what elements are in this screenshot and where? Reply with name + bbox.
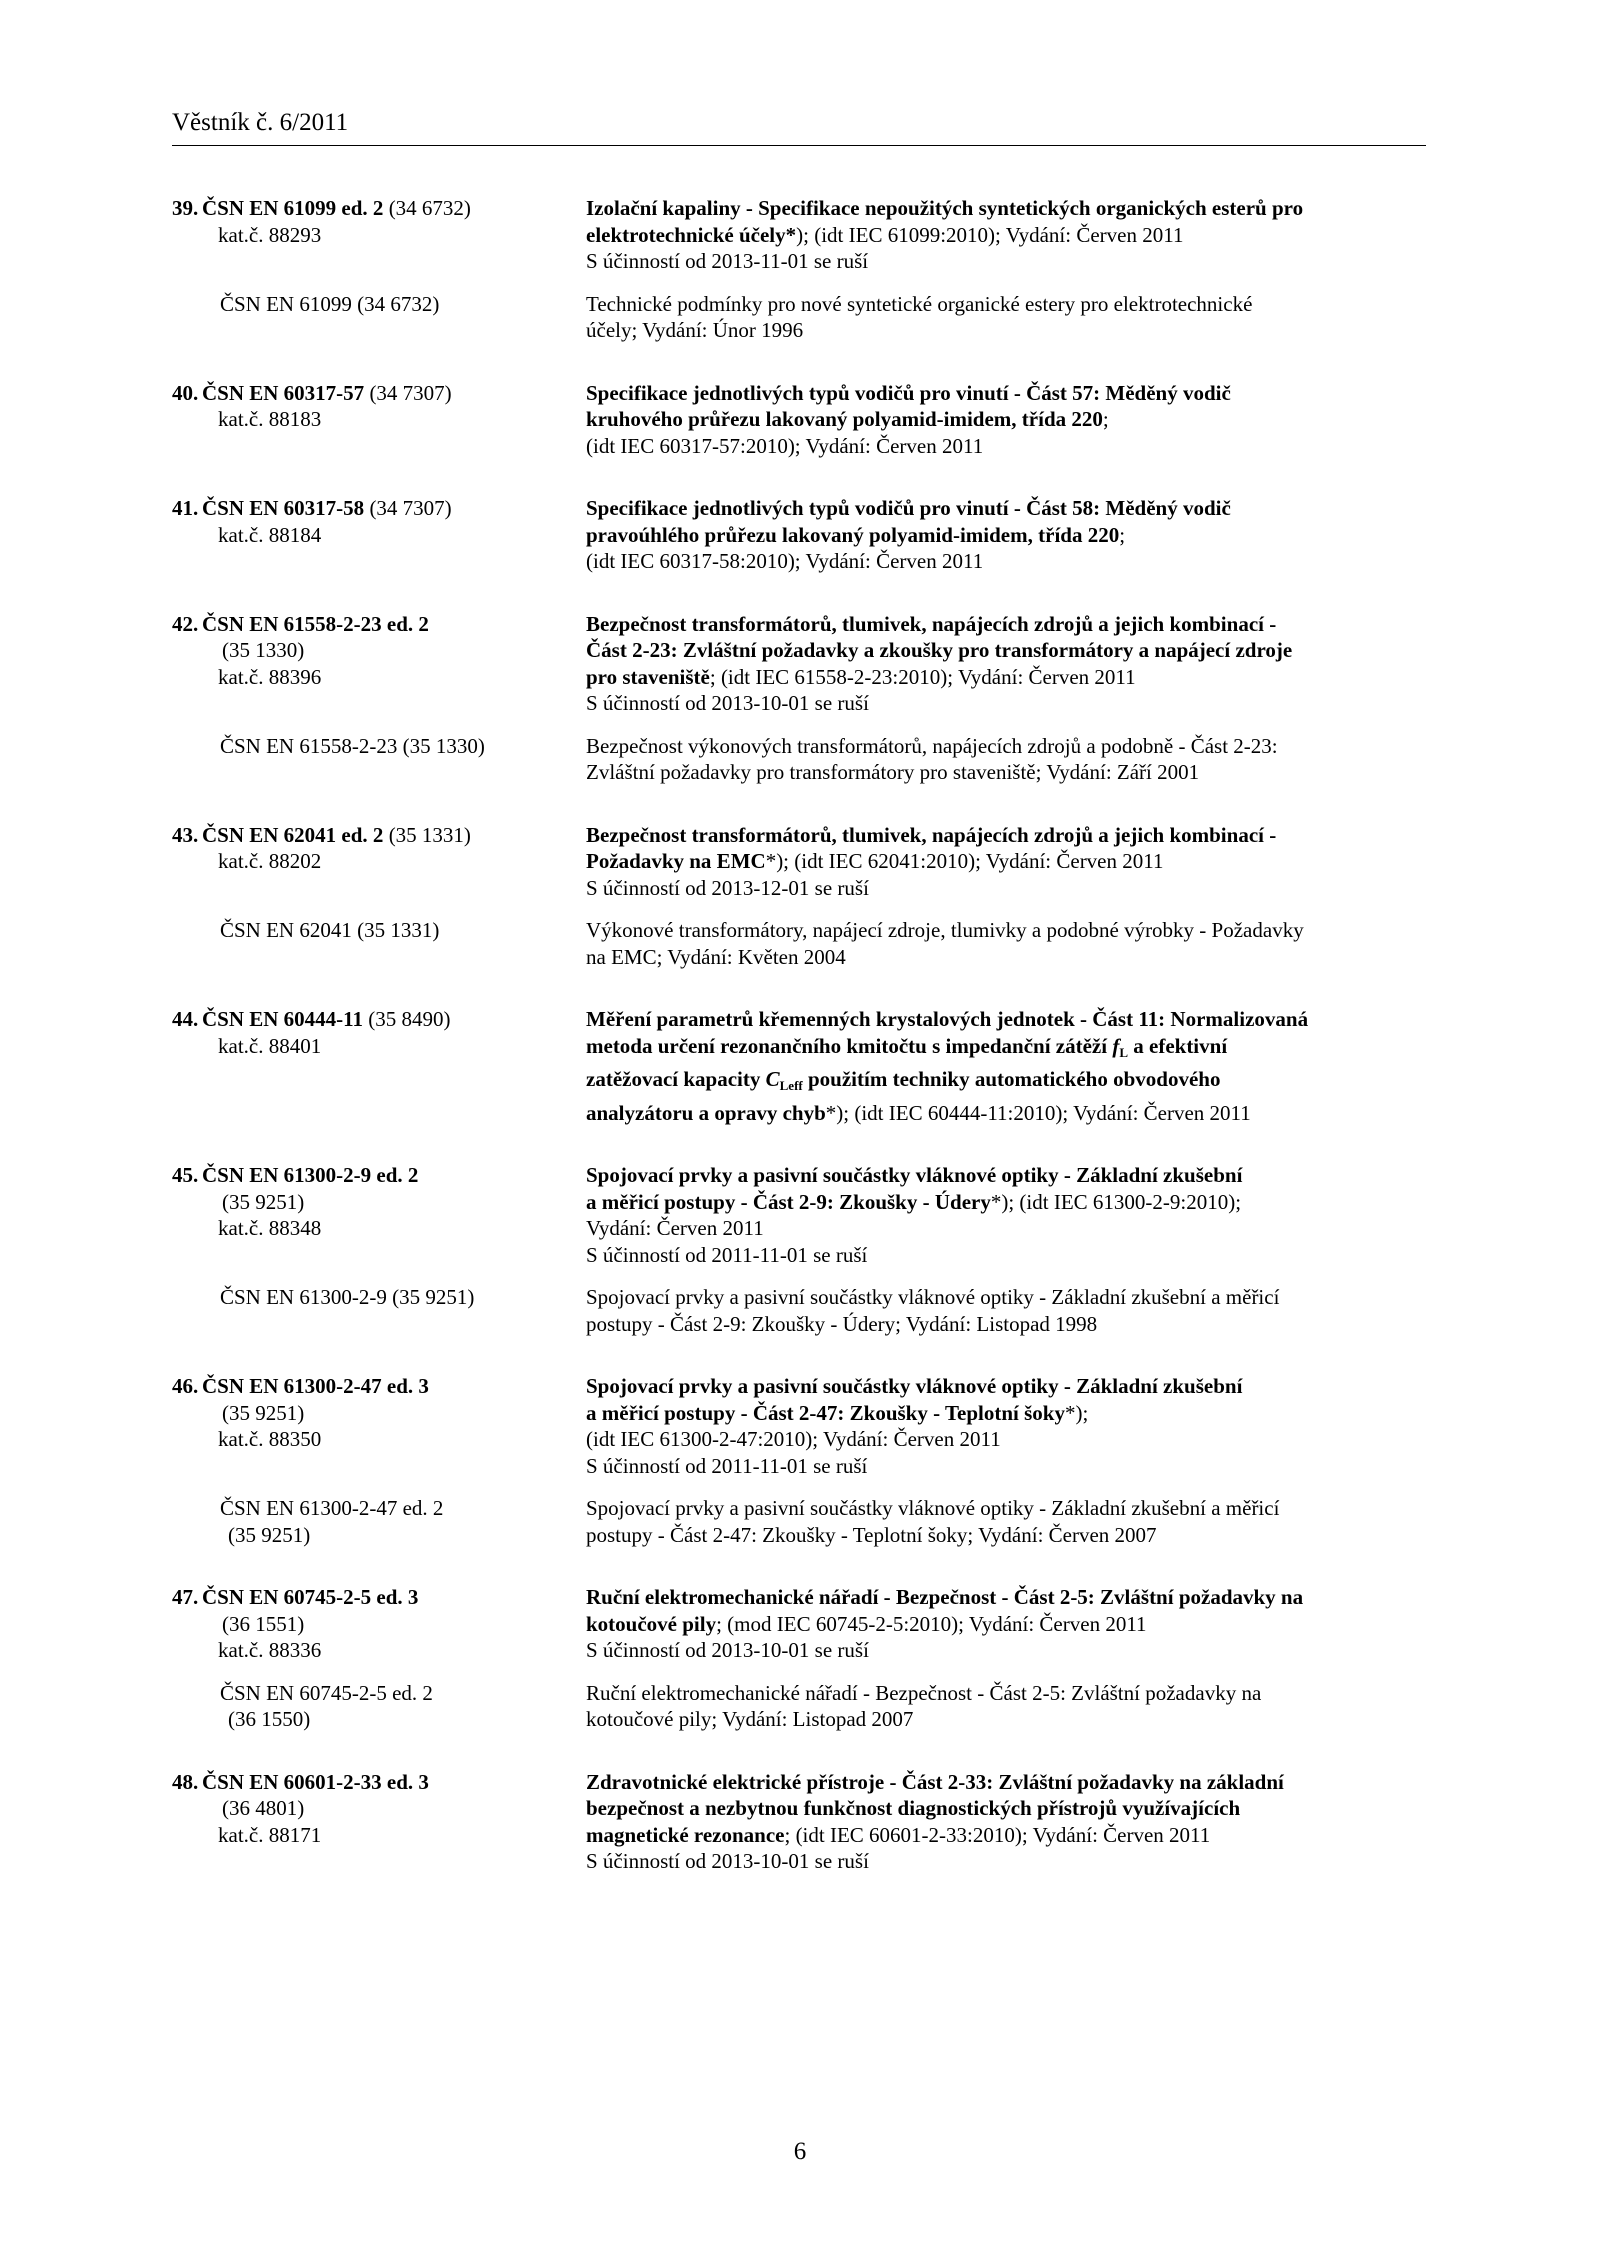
title-bold-text: Bezpečnost transformátorů, tlumivek, napájecích zdrojů a jejich kombinací - [586, 822, 1277, 847]
header-rule [172, 145, 1426, 146]
entry-code-column [172, 380, 586, 460]
entry-code-detail: kat.č. 88396 [218, 664, 322, 689]
title-normal-text: Vydání: Červen 2011 [586, 1216, 764, 1240]
title-bold-text: kruhového průřezu lakovaný polyamid-imidem, třída 220 [586, 407, 1103, 431]
withdrawal-notice: S účinností od 2013-11-01 se ruší [586, 249, 869, 273]
replaced-standard-title: postupy - Část 2-9: Zkoušky - Údery; Vydání: Listopad 1998 [586, 1311, 1098, 1336]
replaced-code-column [172, 733, 586, 786]
standard-code: ČSN EN 61300-2-47 ed. 3 [202, 1374, 429, 1398]
entry-main-row [172, 611, 1432, 717]
title-bold-text: Ruční elektromechanické nářadí - Bezpečnost - Část 2-5: Zvláštní požadavky na [586, 1585, 1304, 1609]
title-normal-text: ; [1119, 522, 1126, 547]
entry-main-row [172, 195, 1432, 275]
entry-code-column [172, 495, 586, 575]
page-header-title: Věstník č. 6/2011 [172, 109, 349, 136]
standard-entry [172, 1162, 1432, 1337]
math-symbol-f: f [1112, 1033, 1120, 1058]
title-bold-text: Izolační kapaliny - Specifikace nepoužitých syntetických organických esterů pro [586, 196, 1304, 220]
title-line [586, 548, 1432, 575]
title-line [586, 433, 1432, 460]
title-line [586, 495, 1432, 522]
math-subscript: Leff [779, 1078, 803, 1093]
title-line [586, 1611, 1432, 1638]
replaced-standard-code: ČSN EN 61558-2-23 (35 1330) [220, 733, 485, 758]
withdrawal-notice: S účinností od 2011-11-01 se ruší [586, 1453, 868, 1478]
entry-code-column [172, 1769, 586, 1875]
entry-title-column [586, 495, 1432, 575]
title-line [586, 222, 1432, 249]
entry-main-row [172, 380, 1432, 460]
entry-code-detail: kat.č. 88336 [218, 1638, 322, 1662]
standard-entry [172, 1584, 1432, 1733]
replaced-standard-title: Výkonové transformátory, napájecí zdroje, tlumivky a podobné výrobky - Požadavky [586, 918, 1304, 942]
title-line [586, 611, 1432, 638]
entry-main-row [172, 1584, 1432, 1664]
replaced-standard-code: ČSN EN 60745-2-5 ed. 2 [220, 1680, 433, 1705]
entry-title-column [586, 822, 1432, 902]
standard-code: ČSN EN 60444-11 [202, 1007, 364, 1031]
replaced-code-column [172, 291, 586, 344]
standard-code: ČSN EN 61300-2-9 ed. 2 [202, 1163, 419, 1187]
replaced-standard-row [172, 733, 1432, 786]
standard-entry [172, 495, 1432, 575]
replaced-title-column [586, 917, 1432, 970]
entry-code-detail: kat.č. 88348 [218, 1216, 322, 1240]
replaced-title-column [586, 1284, 1432, 1337]
entry-title-column [586, 1162, 1432, 1268]
standards-list [172, 195, 1432, 1911]
title-bold-text: Část 2-23: Zvláštní požadavky a zkoušky pro transformátory a napájecí zdroje [586, 638, 1293, 662]
entry-code-detail: kat.č. 88183 [218, 407, 322, 431]
title-bold-text: Bezpečnost transformátorů, tlumivek, napájecích zdrojů a jejich kombinací - [586, 611, 1277, 636]
title-bold-text: Požadavky na EMC [586, 849, 766, 873]
entry-number: 40. [172, 380, 199, 405]
title-line [586, 664, 1432, 691]
entry-number: 48. [172, 1769, 199, 1794]
entry-number: 47. [172, 1585, 199, 1609]
title-bold-text: elektrotechnické účely* [586, 222, 797, 247]
title-line [586, 1189, 1432, 1216]
standard-code: ČSN EN 61558-2-23 ed. 2 [202, 611, 429, 636]
entry-main-row [172, 1162, 1432, 1268]
standard-code: ČSN EN 60317-58 [202, 496, 365, 520]
title-line [586, 1584, 1432, 1611]
entry-code-detail: (35 1330) [222, 638, 305, 662]
replaced-standard-title: postupy - Část 2-47: Zkoušky - Teplotní šoky; Vydání: Červen 2007 [586, 1522, 1157, 1547]
replaced-standard-row [172, 291, 1432, 344]
title-bold-text: Specifikace jednotlivých typů vodičů pro vinutí - Část 58: Měděný vodič [586, 496, 1231, 520]
replaced-standard-code: ČSN EN 61300-2-9 (35 9251) [220, 1285, 475, 1309]
replaced-standard-title: Bezpečnost výkonových transformátorů, napájecích zdrojů a podobně - Část 2-23: [586, 733, 1278, 758]
standard-code: ČSN EN 60601-2-33 ed. 3 [202, 1769, 429, 1794]
standard-code: ČSN EN 61099 ed. 2 [202, 196, 384, 220]
title-line [586, 1100, 1432, 1127]
title-text: analyzátoru a opravy chyb [586, 1100, 826, 1125]
title-line [586, 1795, 1432, 1822]
entry-main-row [172, 1769, 1432, 1875]
title-normal-text: ; [1102, 407, 1109, 431]
replaced-title-column [586, 1495, 1432, 1548]
title-text: metoda určení rezonančního kmitočtu s impedanční zátěží [586, 1033, 1113, 1058]
title-normal-text: ; (mod IEC 60745-2-5:2010); Vydání: Červen 2011 [716, 1611, 1147, 1636]
withdrawal-notice: S účinností od 2011-11-01 se ruší [586, 1242, 868, 1267]
standard-code: ČSN EN 60317-57 [202, 380, 365, 405]
title-normal-text: (idt IEC 60317-57:2010); Vydání: Červen 2011 [586, 433, 984, 458]
entry-code-column [172, 1584, 586, 1664]
title-line [586, 1215, 1432, 1242]
replaced-code-column [172, 1284, 586, 1337]
title-bold-text: pravoúhlého průřezu lakovaný polyamid-imidem, třída 220 [586, 522, 1120, 547]
replaced-standard-code: ČSN EN 61300-2-47 ed. 2 [220, 1496, 444, 1520]
entry-code-detail: kat.č. 88401 [218, 1033, 322, 1058]
replaced-standard-title: Ruční elektromechanické nářadí - Bezpečnost - Část 2-5: Zvláštní požadavky na [586, 1680, 1262, 1705]
entry-number: 45. [172, 1163, 199, 1187]
withdrawal-notice: S účinností od 2013-12-01 se ruší [586, 875, 869, 900]
entry-code-detail: (35 9251) [222, 1400, 305, 1425]
entry-code-detail: kat.č. 88350 [218, 1427, 322, 1451]
entry-main-row [172, 1373, 1432, 1479]
title-bold-text: pro staveniště [586, 664, 710, 689]
title-bold-text: bezpečnost a nezbytnou funkčnost diagnostických přístrojů využívajících [586, 1796, 1241, 1820]
replaced-standard-title: kotoučové pily; Vydání: Listopad 2007 [586, 1707, 914, 1731]
withdrawal-notice: S účinností od 2013-10-01 se ruší [586, 691, 869, 715]
title-line [586, 522, 1432, 549]
title-line [586, 1400, 1432, 1427]
title-line [586, 822, 1432, 849]
title-bold-text: Zdravotnické elektrické přístroje - Část 2-33: Zvláštní požadavky na základní [586, 1769, 1284, 1794]
standard-entry [172, 822, 1432, 971]
entry-title-column [586, 611, 1432, 717]
standard-code: ČSN EN 62041 ed. 2 [202, 822, 384, 847]
replaced-standard-code: (35 9251) [228, 1522, 311, 1547]
entry-title-column [586, 1769, 1432, 1875]
standard-entry [172, 380, 1432, 460]
title-line: Měření parametrů křemenných krystalových jednotek - Část 11: Normalizovaná [586, 1007, 1309, 1031]
title-line [586, 1162, 1432, 1189]
title-bold-text: Spojovací prvky a pasivní součástky vláknové optiky - Základní zkušební [586, 1374, 1243, 1398]
title-bold-text: a měřicí postupy - Část 2-9: Zkoušky - Údery [586, 1189, 991, 1214]
entry-number: 39. [172, 196, 199, 220]
title-bold-text: Specifikace jednotlivých typů vodičů pro vinutí - Část 57: Měděný vodič [586, 380, 1231, 405]
title-bold-text: Spojovací prvky a pasivní součástky vláknové optiky - Základní zkušební [586, 1163, 1243, 1187]
entry-code-column [172, 1162, 586, 1268]
title-line [586, 1373, 1432, 1400]
entry-number: 42. [172, 611, 199, 636]
title-normal-text: *); (idt IEC 62041:2010); Vydání: Červen 2011 [765, 849, 1164, 873]
title-line [586, 1822, 1432, 1849]
title-normal-text: ; (idt IEC 60601-2-33:2010); Vydání: Červen 2011 [784, 1822, 1211, 1847]
standard-class-number: (35 1331) [383, 822, 471, 847]
title-text: a efektivní [1128, 1033, 1228, 1058]
entry-title-column [586, 1006, 1432, 1126]
entry-number: 41. [172, 496, 199, 520]
entry-main-row [172, 495, 1432, 575]
entry-code-detail: kat.č. 88202 [218, 849, 322, 873]
entry-code-column [172, 1006, 586, 1126]
title-line [586, 380, 1432, 407]
entry-title-column [586, 1373, 1432, 1479]
entry-title-column [586, 380, 1432, 460]
replaced-standard-code: (36 1550) [228, 1707, 311, 1731]
entry-main-row [172, 1006, 1432, 1126]
entry-code-detail: kat.č. 88293 [218, 222, 322, 247]
title-line [586, 195, 1432, 222]
replaced-standard-row [172, 917, 1432, 970]
entry-title-column [586, 195, 1432, 275]
replaced-standard-title: Zvláštní požadavky pro transformátory pro staveniště; Vydání: Září 2001 [586, 760, 1200, 784]
replaced-standard-code: ČSN EN 62041 (35 1331) [220, 918, 440, 942]
title-line [586, 1066, 1432, 1100]
replaced-title-column [586, 1680, 1432, 1733]
entry-title-column [586, 1584, 1432, 1664]
entry-code-detail: kat.č. 88171 [218, 1822, 322, 1847]
replaced-standard-row [172, 1495, 1432, 1548]
replaced-standard-title: na EMC; Vydání: Květen 2004 [586, 944, 846, 969]
entry-code-detail: (35 9251) [222, 1189, 305, 1214]
title-line [586, 1033, 1432, 1067]
entry-code-detail: (36 1551) [222, 1611, 305, 1636]
entry-main-row [172, 822, 1432, 902]
replaced-title-column [586, 291, 1432, 344]
replaced-standard-title: účely; Vydání: Únor 1996 [586, 318, 804, 342]
entry-code-detail: kat.č. 88184 [218, 522, 322, 547]
standard-class-number: (34 7307) [364, 496, 452, 520]
title-line [586, 1769, 1432, 1796]
replaced-standard-code: ČSN EN 61099 (34 6732) [220, 291, 440, 316]
title-line [586, 1426, 1432, 1453]
title-bold-text: magnetické rezonance [586, 1822, 785, 1847]
standard-entry [172, 1006, 1432, 1126]
replaced-code-column [172, 917, 586, 970]
title-bold-text: kotoučové pily [586, 1611, 717, 1636]
title-normal-text: *); [1065, 1400, 1089, 1425]
replaced-standard-title: Technické podmínky pro nové syntetické organické estery pro elektrotechnické [586, 291, 1253, 316]
title-text: zatěžovací kapacity [586, 1067, 766, 1091]
standard-code: ČSN EN 60745-2-5 ed. 3 [202, 1585, 419, 1609]
replaced-code-column [172, 1495, 586, 1548]
standard-class-number: (35 8490) [363, 1007, 451, 1031]
entry-code-column [172, 822, 586, 902]
standard-class-number: (34 6732) [383, 196, 471, 220]
replaced-standard-title: Spojovací prvky a pasivní součástky vláknové optiky - Základní zkušební a měřicí [586, 1285, 1280, 1309]
title-normal-text: *); (idt IEC 61300-2-9:2010); [990, 1189, 1242, 1214]
entry-code-column [172, 1373, 586, 1479]
title-line [586, 637, 1432, 664]
entry-code-detail: (36 4801) [222, 1796, 305, 1820]
replaced-title-column [586, 733, 1432, 786]
entry-number: 43. [172, 822, 199, 847]
math-symbol-c: C [765, 1067, 780, 1091]
title-normal-text: (idt IEC 60317-58:2010); Vydání: Červen 2011 [586, 549, 984, 573]
title-normal-text: ; (idt IEC 61558-2-23:2010); Vydání: Červen 2011 [709, 664, 1136, 689]
entry-number: 46. [172, 1374, 199, 1398]
title-line [586, 848, 1432, 875]
title-text: *); (idt IEC 60444-11:2010); Vydání: Červen 2011 [825, 1100, 1251, 1125]
standard-entry [172, 1373, 1432, 1548]
page-number: 6 [793, 2138, 807, 2165]
standard-entry [172, 195, 1432, 344]
title-bold-text: a měřicí postupy - Část 2-47: Zkoušky - Teplotní šoky [586, 1400, 1065, 1425]
standard-entry [172, 611, 1432, 786]
title-line [586, 406, 1432, 433]
replaced-standard-row [172, 1284, 1432, 1337]
standard-entry [172, 1769, 1432, 1875]
replaced-standard-title: Spojovací prvky a pasivní součástky vláknové optiky - Základní zkušební a měřicí [586, 1496, 1280, 1520]
withdrawal-notice: S účinností od 2013-10-01 se ruší [586, 1849, 869, 1873]
entry-number: 44. [172, 1007, 199, 1031]
replaced-code-column [172, 1680, 586, 1733]
title-normal-text: ); (idt IEC 61099:2010); Vydání: Červen 2011 [796, 222, 1184, 247]
standard-class-number: (34 7307) [364, 380, 452, 405]
entry-code-column [172, 611, 586, 717]
math-subscript: L [1119, 1044, 1128, 1060]
withdrawal-notice: S účinností od 2013-10-01 se ruší [586, 1638, 869, 1662]
entry-code-column [172, 195, 586, 275]
replaced-standard-row [172, 1680, 1432, 1733]
title-text: použitím techniky automatického obvodového [802, 1067, 1221, 1091]
title-normal-text: (idt IEC 61300-2-47:2010); Vydání: Červen 2011 [586, 1427, 1001, 1451]
